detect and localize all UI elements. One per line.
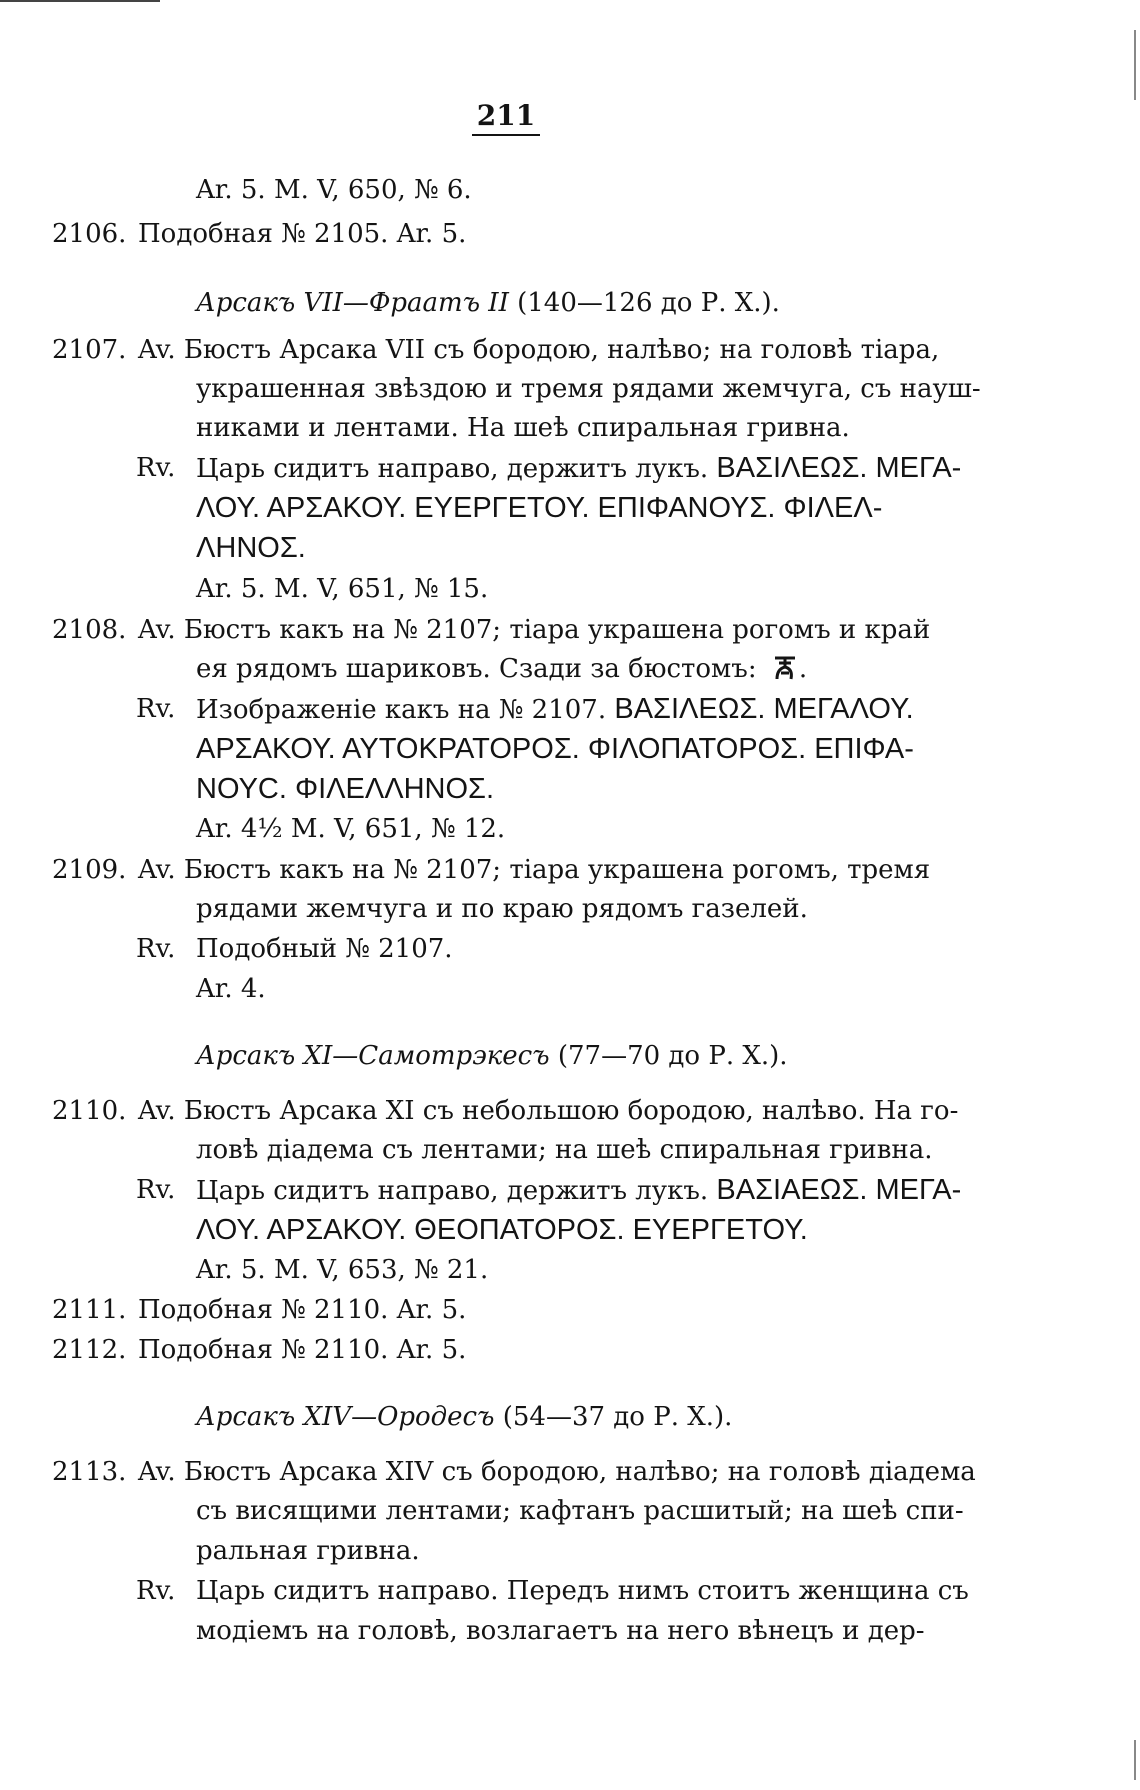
greek-legend: ΒΑΣΙΛΕΩΣ. ΜΕΓΑΛΟΥ. xyxy=(614,693,914,725)
entry-text: Подобная № 2110. Ar. 5. xyxy=(138,1335,467,1365)
entry-number: 2108. xyxy=(52,615,127,645)
greek-legend: ΛΗΝΟΣ. xyxy=(196,532,306,564)
greek-legend: ΛΟΥ. ΑΡΣΑΚΟΥ. ΕΥΕΡΓΕΤΟΥ. ΕΠΙΦΑΝΟΥΣ. ΦΙΛΕΛ- xyxy=(196,492,883,524)
entry-text: ловѣ діадема съ лентами; на шеѣ спиральная гривна. xyxy=(196,1135,933,1165)
entry-number: 2112. xyxy=(52,1335,127,1365)
reverse-desc: Подобный № 2107. xyxy=(196,934,453,964)
ruler-name: Арсакъ XIV—Ородесъ xyxy=(196,1402,495,1432)
greek-legend: ΒΑΣΙΛΕΩΣ. ΜΕΓΑ- xyxy=(716,452,962,484)
entry-text xyxy=(196,1173,961,1208)
entry-number: 2113. xyxy=(52,1457,127,1487)
greek-legend: ΒΑΣΙΑΕΩΣ. ΜΕΓΑ- xyxy=(716,1174,962,1206)
metrology-line: Ar. 5. M. V, 653, № 21. xyxy=(196,1255,489,1285)
entry-text: модіемъ на головѣ, возлагаетъ на него вѣнецъ и дер- xyxy=(196,1616,925,1646)
entry-text: Подобная № 2105. Ar. 5. xyxy=(138,219,467,249)
ruler-dates: (77—70 до Р. Х.). xyxy=(557,1041,788,1071)
ruler-name: Арсакъ VII—Фраатъ II xyxy=(196,288,509,318)
ruler-dates: (54—37 до Р. Х.). xyxy=(502,1402,733,1432)
metrology-line: Ar. 4. xyxy=(196,974,266,1004)
greek-legend: ΝΟΥC. ΦΙΛΕΛΛΗΝΟΣ. xyxy=(196,773,495,805)
ruler-dates: (140—126 до Р. Х.). xyxy=(517,288,780,318)
entry-text: Подобная № 2110. Ar. 5. xyxy=(138,1295,467,1325)
continuation-line: Ar. 5. M. V, 650, № 6. xyxy=(196,175,472,205)
reverse-label: Rv. xyxy=(136,1576,176,1606)
entry-text xyxy=(196,451,961,486)
reverse-label: Rv. xyxy=(136,694,176,724)
entry-text: Av. Бюстъ какъ на № 2107; тіара украшена рогомъ и край xyxy=(138,615,931,645)
entry-text: Av. Бюстъ Арсака XI съ небольшою бородою, налѣво. На го- xyxy=(138,1096,959,1126)
section-heading xyxy=(196,1400,732,1434)
entry-number: 2110. xyxy=(52,1096,127,1126)
entry-text: ея рядомъ шариковъ. Сзади за бюстомъ: . xyxy=(196,654,808,684)
page-edge-line xyxy=(1134,1740,1136,1780)
greek-legend: ΑΡΣΑΚΟΥ. ΑΥΤΟΚΡΑΤΟΡΟΣ. ΦΙΛΟΠΑΤΟΡΟΣ. ΕΠΙΦΑ- xyxy=(196,733,914,765)
reverse-desc: Царь сидитъ направо, держитъ лукъ. xyxy=(196,454,709,484)
top-rule xyxy=(0,0,160,2)
entry-text: никами и лентами. На шеѣ спиральная гривна. xyxy=(196,413,850,443)
metrology-line: Ar. 5. M. V, 651, № 15. xyxy=(196,574,489,604)
entry-number: 2109. xyxy=(52,855,127,885)
monogram-icon xyxy=(771,653,799,683)
entry-number: 2106. xyxy=(52,219,127,249)
reverse-label: Rv. xyxy=(136,934,176,964)
entry-text-part: ея рядомъ шариковъ. Сзади за бюстомъ: xyxy=(196,654,757,684)
entry-text: Av. Бюстъ Арсака VII съ бородою, налѣво; на головѣ тіара, xyxy=(138,335,940,365)
entry-text: ральная гривна. xyxy=(196,1536,420,1566)
reverse-desc: Царь сидитъ направо, держитъ лукъ. xyxy=(196,1176,709,1206)
greek-legend: ΛΟΥ. ΑΡΣΑΚΟΥ. ΘΕΟΠΑΤΟΡΟΣ. ΕΥΕΡΓΕΤΟΥ. xyxy=(196,1214,808,1246)
entry-text: Av. Бюстъ какъ на № 2107; тіара украшена рогомъ, тремя xyxy=(138,855,931,885)
reverse-desc: Изображеніе какъ на № 2107. xyxy=(196,695,607,725)
entry-text: украшенная звѣздою и тремя рядами жемчуга, съ науш- xyxy=(196,374,981,404)
reverse-label: Rv. xyxy=(136,453,176,483)
metrology-line: Ar. 4½ M. V, 651, № 12. xyxy=(196,814,506,844)
page-edge-line xyxy=(1134,30,1136,100)
entry-number: 2107. xyxy=(52,335,127,365)
entry-text: Av. Бюстъ Арсака XIV съ бородою, налѣво; на головѣ діадема xyxy=(138,1457,976,1487)
reverse-desc: Царь сидитъ направо. Передъ нимъ стоитъ женщина съ xyxy=(196,1576,969,1606)
ruler-name: Арсакъ XI—Самотрэкесъ xyxy=(196,1041,550,1071)
section-heading xyxy=(196,286,780,320)
entry-text: съ висящими лентами; кафтанъ расшитый; на шеѣ спи- xyxy=(196,1496,964,1526)
page-number: 211 xyxy=(472,98,540,136)
section-heading xyxy=(196,1039,788,1073)
entry-text: рядами жемчуга и по краю рядомъ газелей. xyxy=(196,894,808,924)
entry-text xyxy=(196,692,914,727)
entry-number: 2111. xyxy=(52,1295,127,1325)
reverse-label: Rv. xyxy=(136,1175,176,1205)
